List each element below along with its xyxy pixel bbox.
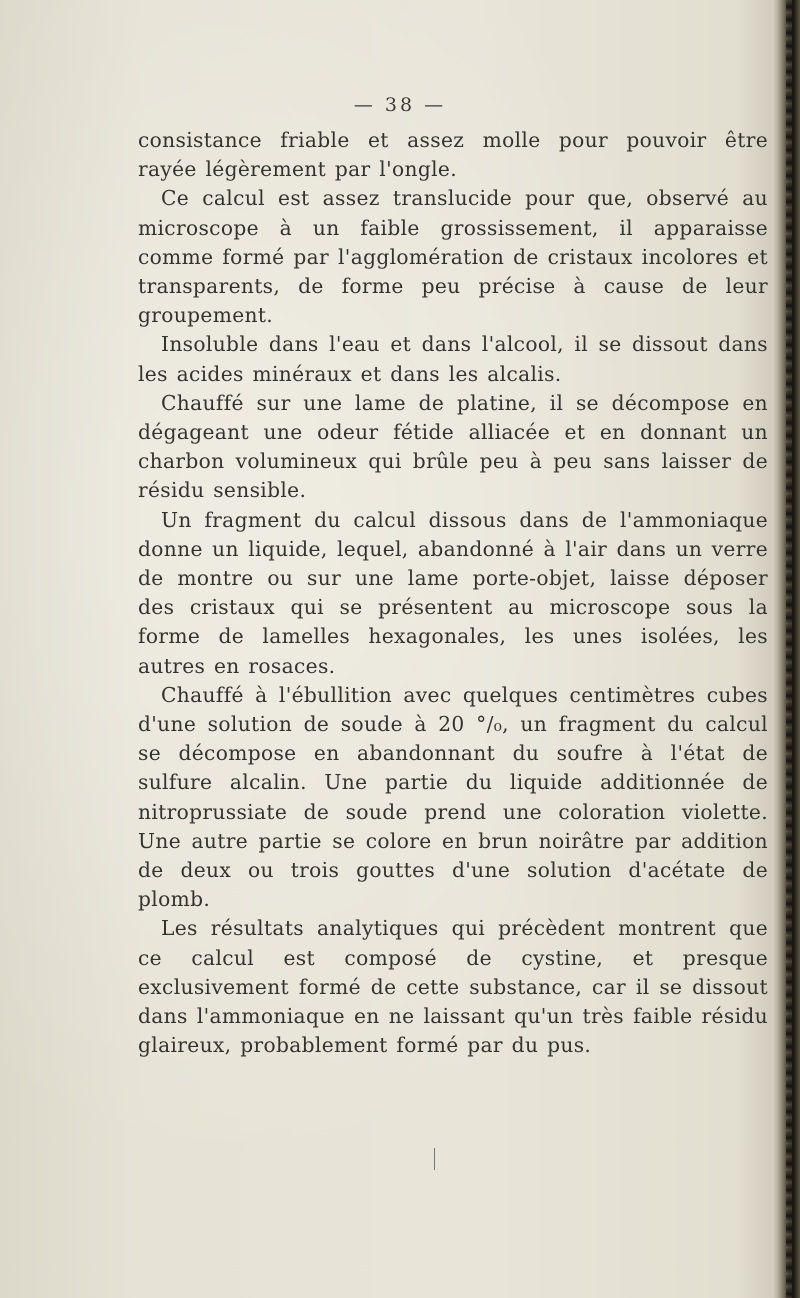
book-binding-edge [772,0,800,1298]
stray-ink-mark [434,1148,435,1170]
body-text [138,126,768,1061]
page-number: — 38 — [353,94,447,116]
paragraph: Chauffé à l'ébullition avec quelques centimètres cubes d'une solution de soude à 20 °/₀, un fragment du calcul se décompose en abandonnant du soufre à l'état de sulfure alcalin. Une partie du liquide additionnée de nitroprussiate de soude prend une coloration violette. Une autre partie se colore en brun noirâtre par addition de deux ou trois gouttes d'une solution d'acétate de plomb. [138,682,768,912]
paragraph: Ce calcul est assez translucide pour que, observé au microscope à un faible grossissement, il apparaisse comme formé par l'agglomération de cristaux incolores et transparents, de forme peu précise à cause de leur groupement. [138,186,768,328]
paragraph: Les résultats analytiques qui précèdent montrent que ce calcul est composé de cystine, et presque exclusivement formé de cette substance, car il se dissout dans l'ammoniaque en ne laissant qu'un très faible résidu glaireux, probablement formé par du pus. [138,916,768,1058]
paragraph: Un fragment du calcul dissous dans de l'ammoniaque donne un liquide, lequel, abandonné à l'air dans un verre de montre ou sur une lame porte-objet, laisse déposer des cristaux qui se présentent au microscope sous la forme de lamelles hexagonales, les unes isolées, les autres en rosaces. [138,507,768,678]
paragraph: consistance friable et assez molle pour pouvoir être rayée légèrement par l'ongle. [138,128,768,182]
paragraph: Chauffé sur une lame de platine, il se décompose en dégageant une odeur fétide alliacée et en donnant un charbon volumineux qui brûle peu à peu sans laisser de résidu sensible. [138,390,768,503]
paragraph: Insoluble dans l'eau et dans l'alcool, il se dissout dans les acides minéraux et dans les alcalis. [138,332,768,386]
